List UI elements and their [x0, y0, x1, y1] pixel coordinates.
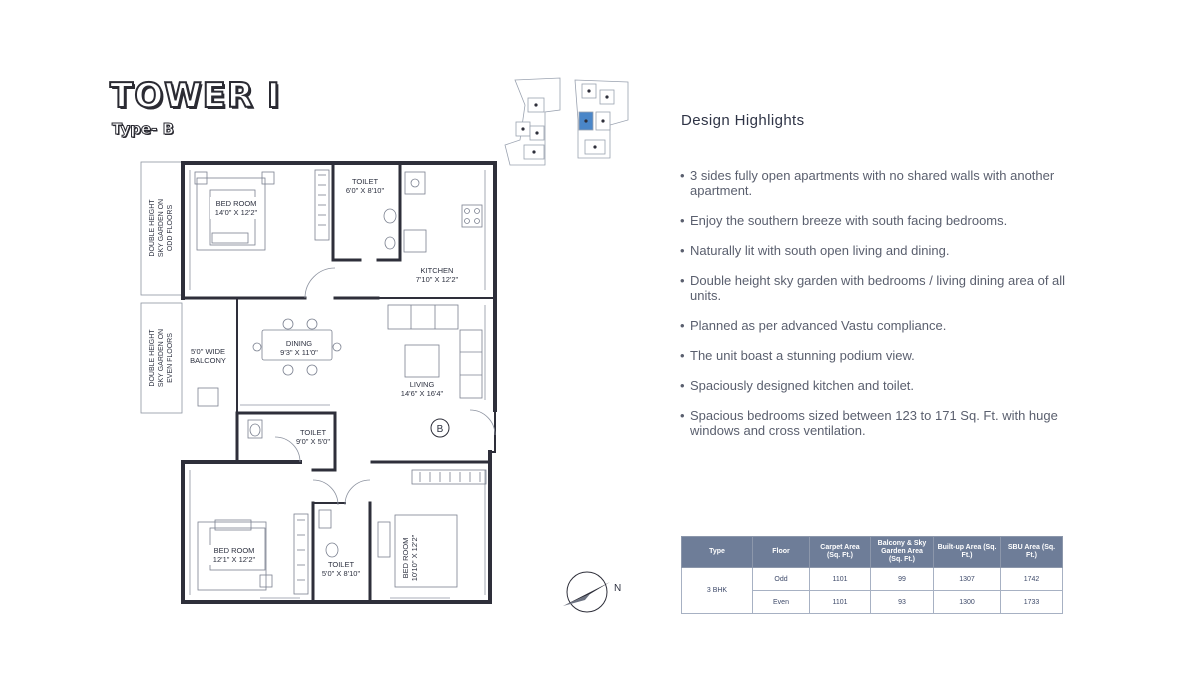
- highlight-item: • Enjoy the southern breeze with south facing bedrooms.: [680, 213, 1080, 228]
- unit-type-label: Type- B: [112, 120, 175, 138]
- sky-garden-odd-line-2: SKY GARDEN ON: [158, 198, 165, 258]
- highlight-item: • Spaciously designed kitchen and toilet.: [680, 378, 1080, 393]
- highlight-item: • Spacious bedrooms sized between 123 to 171 Sq. Ft. with huge windows and cross ventilation.: [680, 408, 1080, 438]
- bedroom-1-label: BED ROOM: [215, 199, 257, 208]
- cell-carpet: 1101: [810, 568, 871, 591]
- toilet-3-size: 5'0" X 8'10": [321, 569, 361, 578]
- highlight-item: • The unit boast a stunning podium view.: [680, 348, 1080, 363]
- header-balcony-area: Balcony & Sky Garden Area (Sq. Ft.): [871, 537, 934, 568]
- header-sbu-area: SBU Area (Sq. Ft.): [1001, 537, 1063, 568]
- unit-marker: B: [436, 424, 444, 435]
- cell-builtup: 1307: [934, 568, 1001, 591]
- kitchen-label: KITCHEN: [420, 266, 454, 275]
- room-labels: [190, 177, 458, 584]
- cell-floor: Even: [753, 591, 810, 614]
- toilet-3-label: TOILET: [327, 560, 355, 569]
- bedroom-3-label: BED ROOM: [401, 537, 410, 579]
- windows: [190, 170, 495, 598]
- table-row: [682, 568, 1063, 591]
- dining-size: 9'3" X 11'0": [280, 348, 318, 357]
- design-highlights-heading: Design Highlights: [681, 112, 805, 129]
- area-table-header-row: [682, 537, 1063, 568]
- header-builtup-area: Built-up Area (Sq. Ft.): [934, 537, 1001, 568]
- cell-balcony: 99: [871, 568, 934, 591]
- cell-balcony: 93: [871, 591, 934, 614]
- sky-garden-odd: [141, 162, 182, 295]
- highlight-item: • Double height sky garden with bedrooms / living dining area of all units.: [680, 273, 1080, 303]
- cell-type: 3 BHK: [682, 568, 753, 614]
- header-type: Type: [682, 537, 753, 568]
- highlight-item: • Planned as per advanced Vastu compliance.: [680, 318, 1080, 333]
- design-highlights-list: [680, 168, 1080, 453]
- sky-garden-odd-line-3: ODD FLOORS: [167, 204, 174, 252]
- cell-floor: Odd: [753, 568, 810, 591]
- living-label: LIVING: [409, 380, 435, 389]
- kitchen-size: 7'10" X 12'2": [415, 275, 459, 284]
- key-plan: [505, 78, 628, 165]
- living-size: 14'6" X 16'4": [400, 389, 444, 398]
- header-floor: Floor: [753, 537, 810, 568]
- compass-icon: [563, 572, 610, 612]
- bedroom-2-label: BED ROOM: [213, 546, 255, 555]
- bedroom-2-size: 12'1" X 12'2": [212, 555, 256, 564]
- sky-garden-even-line-2: SKY GARDEN ON: [158, 328, 165, 388]
- highlight-item: • 3 sides fully open apartments with no shared walls with another apartment.: [680, 168, 1080, 198]
- header-carpet-area: Carpet Area (Sq. Ft.): [810, 537, 871, 568]
- toilet-2-size: 9'0" X 5'0": [295, 437, 331, 446]
- bedroom-3-size: 10'10" X 12'2": [410, 534, 419, 582]
- cell-carpet: 1101: [810, 591, 871, 614]
- walls: [183, 163, 495, 602]
- balcony-label-2: BALCONY: [190, 356, 226, 365]
- sky-garden-even-line-3: EVEN FLOORS: [167, 333, 174, 383]
- cell-sbu: 1742: [1001, 568, 1063, 591]
- cell-sbu: 1733: [1001, 591, 1063, 614]
- tower-title: TOWER I: [110, 76, 281, 116]
- furniture: [195, 170, 486, 594]
- sky-garden-even-line-1: DOUBLE HEIGHT: [149, 329, 156, 387]
- area-table: [681, 536, 1063, 614]
- toilet-1-label: TOILET: [351, 177, 379, 186]
- compass-north-label: N: [614, 583, 622, 594]
- balcony-label: 5'0" WIDE: [190, 347, 226, 356]
- toilet-1-size: 6'0" X 8'10": [345, 186, 385, 195]
- bedroom-1-size: 14'0" X 12'2": [214, 208, 258, 217]
- sky-garden-odd-line-1: DOUBLE HEIGHT: [149, 199, 156, 257]
- sky-garden-even: [141, 303, 182, 413]
- toilet-2-label: TOILET: [299, 428, 327, 437]
- highlight-item: • Naturally lit with south open living and dining.: [680, 243, 1080, 258]
- cell-builtup: 1300: [934, 591, 1001, 614]
- dining-label: DINING: [285, 339, 313, 348]
